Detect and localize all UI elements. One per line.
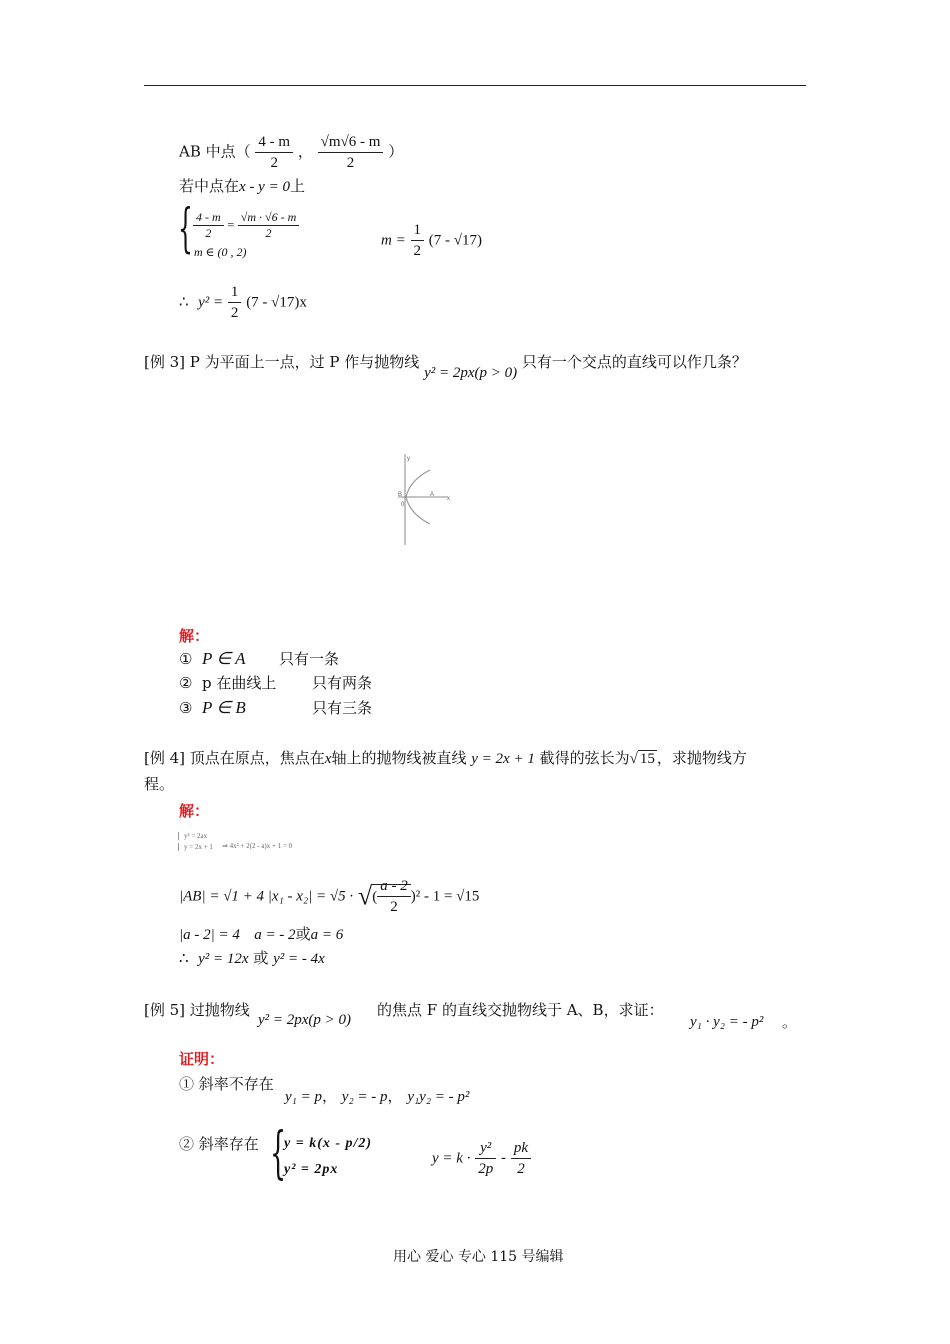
ex3-case-2-result: 只有两条 xyxy=(312,674,373,692)
midpoint-fraction-1 xyxy=(255,132,293,173)
ex5-case-1-values: y₁ = p， y₂ = - p， y₁y₂ = - p² xyxy=(285,1087,470,1105)
label-x: x xyxy=(447,496,450,502)
fraction-denominator: 2 xyxy=(270,155,278,171)
ex3-case-2-number: ② xyxy=(179,674,193,692)
abs-equation xyxy=(179,924,343,945)
or-word: 或 xyxy=(253,949,269,967)
y2-result xyxy=(179,282,307,323)
fraction-numerator: y² xyxy=(475,1138,496,1159)
ex5-case-2-label: ② 斜率存在 xyxy=(179,1135,259,1153)
period: 。 xyxy=(782,1013,798,1031)
a-value-2: a = 6 xyxy=(310,927,344,943)
case-number: ① xyxy=(179,650,193,668)
or-word: 或 xyxy=(295,925,311,943)
fraction-numerator: √m√6 - m xyxy=(318,132,384,153)
close-paren: ） xyxy=(388,142,404,161)
fraction-denominator: 2 xyxy=(390,899,398,915)
text: 若中点在 xyxy=(179,177,240,195)
ex3-case-1-result: 只有一条 xyxy=(279,650,340,668)
final-answer-1: y² = 12x xyxy=(198,951,249,967)
comma: ， xyxy=(297,142,313,161)
ex5-case-1-label: ① 斜率不存在 xyxy=(179,1075,274,1093)
label-origin: 0 xyxy=(401,502,405,508)
text: 上 xyxy=(289,177,305,195)
fraction-denominator: 2 xyxy=(230,305,239,321)
text: [例 3] P 为平面上一点，过 P 作与抛物线 xyxy=(144,353,420,371)
parabola-formula: y² = 2px(p > 0) xyxy=(424,365,518,381)
ex5-case-2-result xyxy=(432,1138,531,1179)
midpoint-fraction-2 xyxy=(318,132,384,173)
example-3-question xyxy=(144,352,747,381)
midpoint-on-line xyxy=(179,176,305,197)
page-footer: 用心 爱心 专心 115 号编辑 xyxy=(393,1249,564,1265)
example-5-prefix: [例 5] 过抛物线 xyxy=(144,1001,250,1019)
x-axis-var: x xyxy=(324,751,332,767)
fraction xyxy=(377,876,411,917)
tiny-system xyxy=(178,832,213,851)
ex3-case-3-condition: P ∈ B xyxy=(202,698,246,717)
fraction xyxy=(511,1138,531,1179)
m-rhs: (7 - √17) xyxy=(428,232,482,249)
tiny-system-line-1: y² = 2ax xyxy=(178,832,213,840)
fraction-denominator: 2p xyxy=(478,1161,494,1177)
tiny-system-line-2: y = 2x + 1 xyxy=(178,843,213,851)
fraction-numerator: √m · √6 - m xyxy=(238,210,300,226)
y2-rhs: (7 - √17)x xyxy=(246,294,307,311)
therefore-symbol: ∴ xyxy=(179,292,189,311)
system-line-2: m ∈ (0 , 2) xyxy=(194,245,247,259)
fraction-numerator: 4 - m xyxy=(255,132,293,153)
fraction-half xyxy=(411,220,425,261)
fraction-denominator: 2 xyxy=(205,226,212,240)
left-brace-icon: { xyxy=(178,199,193,259)
system-line-1: y = k(x - p/2) xyxy=(284,1136,373,1151)
text: 只有一个交点的直线可以作几条？ xyxy=(521,353,747,371)
label-y: y xyxy=(407,456,410,462)
ab-midpoint-line xyxy=(179,132,403,173)
y1-value: y₁ = p xyxy=(285,1089,322,1105)
ex5-proof-label: 证明： xyxy=(179,1050,225,1068)
minus: - xyxy=(501,1148,507,1167)
text: 轴上的抛物线被直线 xyxy=(331,749,467,767)
ex3-case-2-condition: p 在曲线上 xyxy=(202,674,277,692)
ab-length-equation: |AB| = √1 + 4 |x₁ - x₂| = √5 · √( $\frac{a - 2}{2}$ )² - 1 = √15 xyxy=(179,878,480,915)
system-line-1 xyxy=(193,210,299,241)
fraction-numerator: 1 xyxy=(228,282,242,303)
final-answer-2: y² = - 4x xyxy=(273,951,325,967)
fraction-numerator: 1 xyxy=(411,220,425,241)
y-eq-k: y = k · xyxy=(432,1150,471,1167)
ex4-final xyxy=(179,948,325,969)
fraction-denominator: 2 xyxy=(346,155,355,171)
ab-midpoint-label: AB 中点（ xyxy=(179,142,251,161)
example-4-question-line-1: [例 4] 顶点在原点，焦点在x轴上的抛物线被直线 y = 2x + 1 截得的弦长为√ 15 ，求抛物线方 xyxy=(144,749,747,767)
header-rule xyxy=(144,85,806,86)
fraction-numerator: pk xyxy=(511,1138,531,1159)
therefore-symbol: ∴ xyxy=(179,949,189,967)
m-result xyxy=(381,220,482,261)
left-brace-icon: { xyxy=(270,1121,287,1186)
parabola-figure xyxy=(390,450,460,550)
fraction-denominator: 2 xyxy=(413,243,421,259)
fraction-numerator: 4 - m xyxy=(193,210,224,226)
m-lhs: m = xyxy=(381,232,406,249)
y1y2-product: y₁y₂ = - p² xyxy=(407,1089,470,1105)
a-value-1: a = - 2 xyxy=(254,927,296,943)
label-a: A xyxy=(430,492,435,498)
ex3-case-1-condition: P ∈ A xyxy=(202,649,246,668)
fraction-denominator: 2 xyxy=(265,226,272,240)
ab-lhs: |AB| = √1 + 4 |x₁ - x₂| = √5 · xyxy=(179,888,354,905)
ex3-solution-label: 解： xyxy=(179,627,210,645)
line-equation: x - y = 0 xyxy=(239,179,290,195)
fraction xyxy=(475,1138,496,1179)
ex3-case-3-number: ③ xyxy=(179,699,193,717)
abs-value-eq: |a - 2| = 4 xyxy=(179,927,240,943)
text: [例 4] 顶点在原点，焦点在 xyxy=(144,749,325,767)
example-5-suffix: 的焦点 F 的直线交抛物线于 A、B，求证： xyxy=(377,1001,664,1019)
line-equation: y = 2x + 1 xyxy=(471,751,535,767)
text: 截得的弦长为 xyxy=(539,749,630,767)
system-line-2: y² = 2px xyxy=(284,1162,339,1177)
example-5-formula: y² = 2px(p > 0) xyxy=(258,1012,352,1028)
fraction-half xyxy=(228,282,242,323)
ex4-solution-label: 解： xyxy=(179,802,210,820)
ex3-case-1 xyxy=(179,649,192,669)
fraction xyxy=(238,210,300,241)
ab-tail: )² - 1 = √15 xyxy=(410,888,480,905)
ex3-case-3-result: 只有三条 xyxy=(312,699,373,717)
example-4-question-line-2: 程。 xyxy=(144,775,175,793)
sqrt-value: 15 xyxy=(639,751,655,767)
text: ，求抛物线方 xyxy=(656,749,747,767)
label-b: B xyxy=(398,492,403,498)
fraction xyxy=(193,210,224,241)
example-5-target: y₁ · y₂ = - p² xyxy=(690,1014,764,1030)
fraction-numerator: a - 2 xyxy=(377,876,411,897)
fraction-denominator: 2 xyxy=(517,1161,525,1177)
tiny-system-result: ⇒ 4x² + 2(2 - a)x + 1 = 0 xyxy=(222,842,293,850)
y2-value: y₂ = - p xyxy=(341,1089,388,1105)
y2-lhs: y² = xyxy=(198,294,224,311)
equals: = xyxy=(226,217,235,232)
